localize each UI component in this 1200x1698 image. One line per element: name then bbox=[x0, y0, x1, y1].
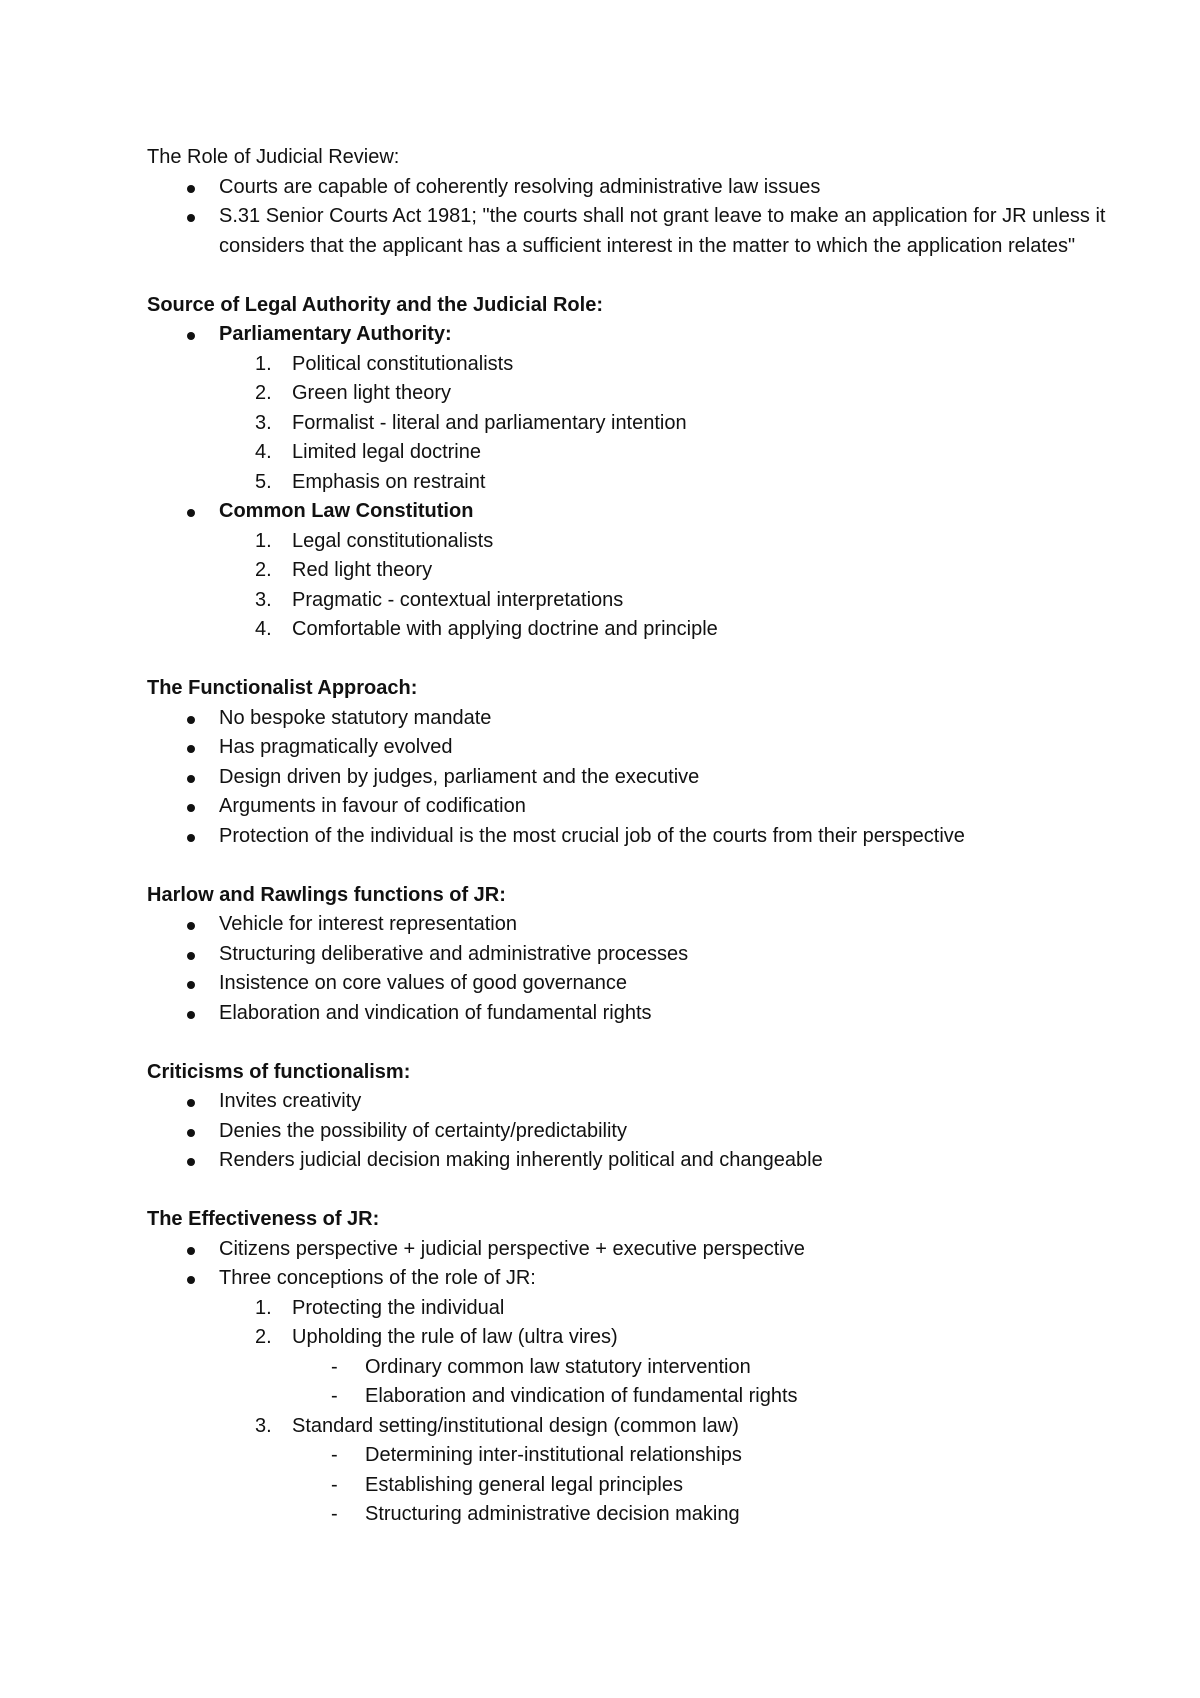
source-list-2 bbox=[147, 497, 1107, 527]
intro-title: The Role of Judicial Review: bbox=[147, 146, 400, 168]
list-item: 3. Formalist - literal and parliamentary intention bbox=[255, 411, 687, 434]
list-item: Structuring deliberative and administrative processes bbox=[147, 940, 1107, 970]
common-law-items bbox=[147, 527, 1107, 645]
list-item: S.31 Senior Courts Act 1981; "the courts shall not grant leave to make an application for JR unless it considers that the applicant has a sufficient interest in the matter to which the application relates" bbox=[147, 202, 1107, 261]
functionalist-heading: The Functionalist Approach: bbox=[147, 677, 418, 699]
standard-setting-sublist bbox=[147, 1441, 1107, 1530]
list-item: - Establishing general legal principles bbox=[147, 1471, 1107, 1501]
list-item: 1. Political constitutionalists bbox=[255, 352, 514, 375]
intro-list bbox=[147, 173, 1107, 262]
conceptions-list-2 bbox=[147, 1412, 1107, 1442]
list-item: Denies the possibility of certainty/predictability bbox=[147, 1117, 1107, 1147]
criticisms-list bbox=[147, 1087, 1107, 1176]
list-item: No bespoke statutory mandate bbox=[147, 704, 1107, 734]
conceptions-list bbox=[147, 1294, 1107, 1353]
source-list bbox=[147, 320, 1107, 350]
list-item: - Determining inter-institutional relationships bbox=[147, 1441, 1107, 1471]
list-item: Renders judicial decision making inherently political and changeable bbox=[147, 1146, 1107, 1176]
list-item: Protection of the individual is the most crucial job of the courts from their perspective bbox=[147, 822, 1107, 852]
list-item: 5. Emphasis on restraint bbox=[255, 470, 486, 493]
rule-of-law-sublist bbox=[147, 1353, 1107, 1412]
list-item: 1. Protecting the individual bbox=[255, 1296, 505, 1319]
harlow-list bbox=[147, 910, 1107, 1028]
list-item: 1. Legal constitutionalists bbox=[255, 529, 494, 552]
list-item: Design driven by judges, parliament and the executive bbox=[147, 763, 1107, 793]
list-item: Invites creativity bbox=[147, 1087, 1107, 1117]
parliamentary-items bbox=[147, 350, 1107, 498]
list-item: - Structuring administrative decision making bbox=[147, 1500, 1107, 1530]
list-item: Citizens perspective + judicial perspective + executive perspective bbox=[147, 1235, 1107, 1265]
group-label: Parliamentary Authority: bbox=[219, 323, 452, 345]
list-item: Courts are capable of coherently resolving administrative law issues bbox=[147, 173, 1107, 203]
group-common-law bbox=[147, 497, 1107, 527]
effectiveness-list bbox=[147, 1235, 1107, 1294]
list-item: Arguments in favour of codification bbox=[147, 792, 1107, 822]
list-item: - Ordinary common law statutory intervention bbox=[147, 1353, 1107, 1383]
document-page bbox=[147, 143, 1107, 1530]
list-item: 3. Standard setting/institutional design (common law) bbox=[255, 1414, 739, 1437]
list-item: 4. Limited legal doctrine bbox=[255, 441, 481, 463]
list-item: Elaboration and vindication of fundamental rights bbox=[147, 999, 1107, 1029]
list-item: Has pragmatically evolved bbox=[147, 733, 1107, 763]
list-item: Vehicle for interest representation bbox=[147, 910, 1107, 940]
source-heading: Source of Legal Authority and the Judicial Role: bbox=[147, 293, 603, 316]
functionalist-list bbox=[147, 704, 1107, 852]
list-item: 2. Green light theory bbox=[255, 382, 451, 404]
list-item: 3. Pragmatic - contextual interpretations bbox=[255, 588, 624, 611]
list-item: 4. Comfortable with applying doctrine and principle bbox=[255, 618, 718, 640]
list-item: 2. Upholding the rule of law (ultra vires) bbox=[255, 1326, 618, 1348]
list-item: - Elaboration and vindication of fundamental rights bbox=[147, 1382, 1107, 1412]
effectiveness-heading: The Effectiveness of JR: bbox=[147, 1208, 380, 1230]
criticisms-heading: Criticisms of functionalism: bbox=[147, 1060, 411, 1083]
list-item: Insistence on core values of good governance bbox=[147, 969, 1107, 999]
group-parliamentary bbox=[147, 320, 1107, 350]
harlow-heading: Harlow and Rawlings functions of JR: bbox=[147, 883, 506, 906]
list-item: 2. Red light theory bbox=[255, 559, 433, 581]
list-item: Three conceptions of the role of JR: bbox=[147, 1264, 1107, 1294]
group-label: Common Law Constitution bbox=[219, 500, 474, 522]
